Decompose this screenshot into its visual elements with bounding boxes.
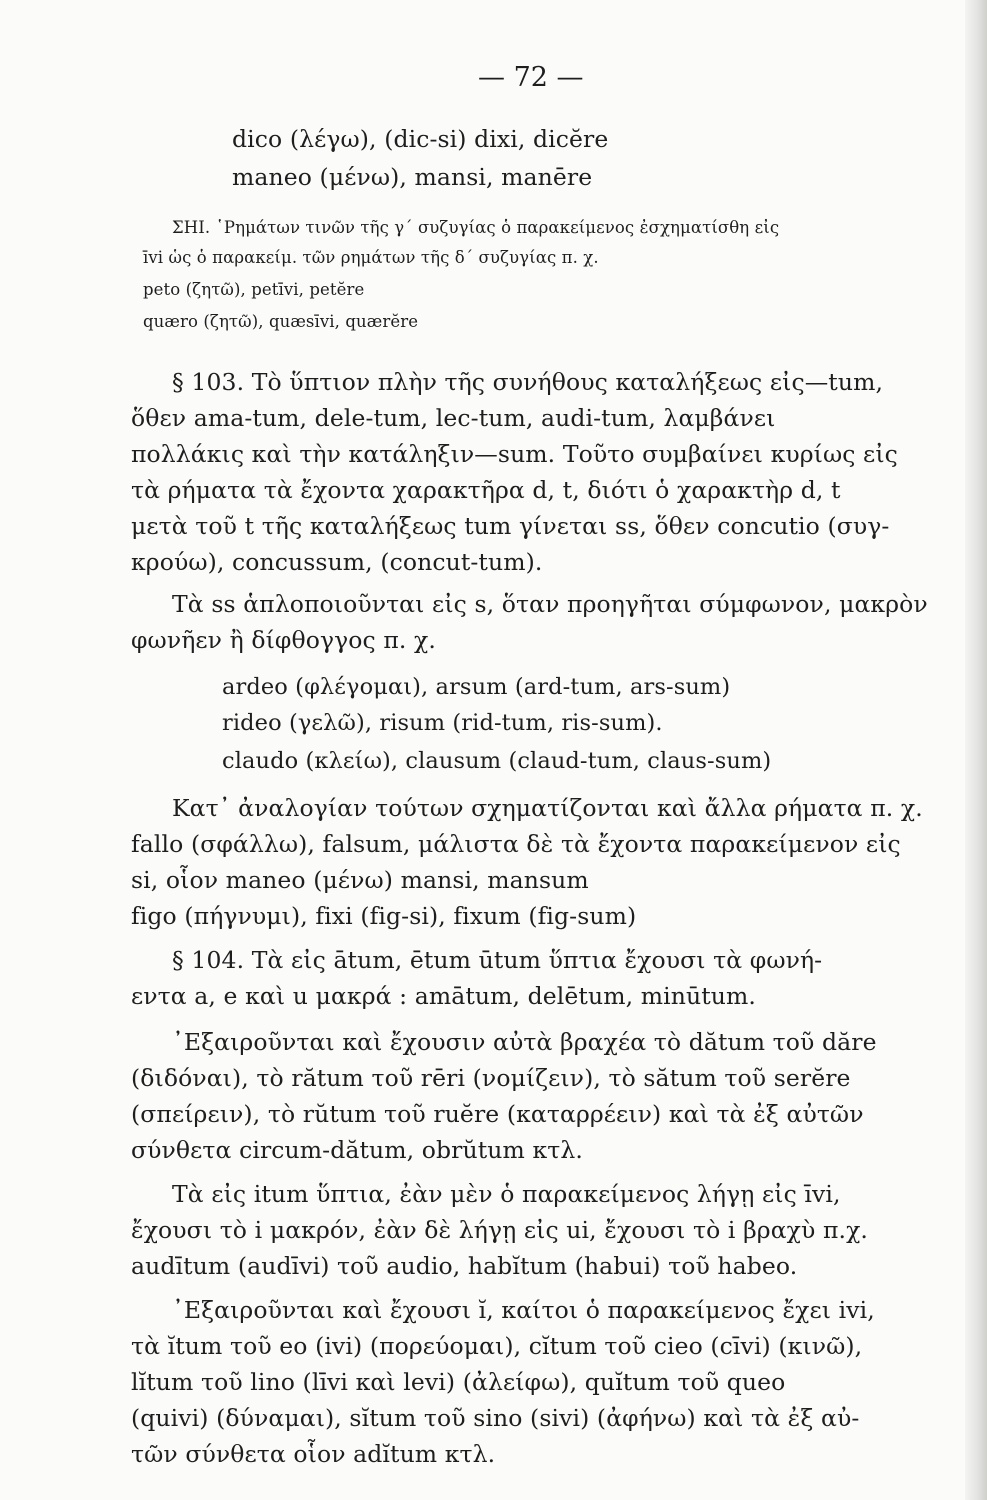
text-line: κρούω), concussum, (concut-tum).	[131, 548, 543, 576]
note-line: quæro (ζητῶ), quæsīvi, quærĕre	[143, 312, 419, 331]
text-line: μετὰ τοῦ t τῆς καταλήξεως tum γίνεται ss, ὅθεν concutio (συγ-	[131, 512, 890, 540]
text-line: τὰ ρήματα τὰ ἔχοντα χαρακτῆρα d, t, διότι ὁ χαρακτὴρ d, t	[131, 476, 841, 504]
text-line: σύνθετα circum-dătum, obrŭtum κτλ.	[131, 1136, 583, 1164]
example-line: dico (λέγω), (dic-si) dixi, dicĕre	[232, 125, 609, 153]
note-line: īvi ὡς ὁ παρακείμ. τῶν ρημάτων τῆς δ΄ συζυγίας π. χ.	[143, 248, 599, 267]
page-edge-shadow	[965, 0, 987, 1500]
note-line: peto (ζητῶ), petīvi, petĕre	[143, 280, 365, 299]
text-line: τῶν σύνθετα οἷον adĭtum κτλ.	[131, 1440, 496, 1468]
example-line: ardeo (φλέγομαι), arsum (ard-tum, ars-sum)	[222, 674, 731, 700]
text-line: Κατ᾿ ἀναλογίαν τούτων σχηματίζονται καὶ ἄλλα ρήματα π. χ.	[172, 794, 923, 822]
text-line: φωνῆεν ἢ δίφθογγος π. χ.	[131, 626, 436, 654]
text-line: ᾿Εξαιροῦνται καὶ ἔχουσιν αὐτὰ βραχέα τὸ dătum τοῦ dăre	[172, 1028, 877, 1056]
text-line: Τὰ ss ἁπλοποιοῦνται εἰς s, ὅταν προηγῆται σύμφωνον, μακρὸν	[172, 590, 928, 618]
page-number: — 72 —	[478, 62, 584, 93]
text-line: si, οἷον maneo (μένω) mansi, mansum	[131, 866, 589, 894]
example-line: rideo (γελῶ), risum (rid-tum, ris-sum).	[222, 710, 663, 736]
text-line: ὅθεν ama-tum, dele-tum, lec-tum, audi-tum, λαμβάνει	[131, 404, 776, 432]
text-line: τὰ ĭtum τοῦ eo (ivi) (πορεύομαι), cĭtum τοῦ cieo (cīvi) (κινῶ),	[131, 1332, 863, 1360]
text-line: (σπείρειν), τὸ rŭtum τοῦ ruĕre (καταρρέειν) καὶ τὰ ἐξ αὐτῶν	[131, 1100, 864, 1128]
text-line: (quivi) (δύναμαι), sĭtum τοῦ sino (sivi) (ἀφήνω) καὶ τὰ ἐξ αὐ-	[131, 1404, 860, 1432]
text-line: fallo (σφάλλω), falsum, μάλιστα δὲ τὰ ἔχοντα παρακείμενον εἰς	[131, 830, 901, 858]
text-line: ἔχουσι τὸ i μακρόν, ἐὰν δὲ λήγῃ εἰς ui, ἔχουσι τὸ i βραχὺ π.χ.	[131, 1216, 868, 1244]
text-line: (διδόναι), τὸ rătum τοῦ rēri (νομίζειν), τὸ sătum τοῦ serĕre	[131, 1064, 851, 1092]
example-line: maneo (μένω), mansi, manēre	[232, 163, 593, 191]
text-line: εντα a, e καὶ u μακρά : amātum, delētum, minūtum.	[131, 982, 756, 1010]
note-line: ΣΗΙ. ῾Ρημάτων τινῶν τῆς γ΄ συζυγίας ὁ παρακείμενος ἐσχηματίσθη εἰς	[172, 218, 780, 237]
text-line: figo (πήγνυμι), fixi (fig-si), fixum (fig-sum)	[131, 902, 637, 930]
text-line: audītum (audīvi) τοῦ audio, habĭtum (habui) τοῦ habeo.	[131, 1252, 798, 1280]
text-line: πολλάκις καὶ τὴν κατάληξιν—sum. Τοῦτο συμβαίνει κυρίως εἰς	[131, 440, 898, 468]
text-line: § 104. Τὰ εἰς ātum, ētum ūtum ὕπτια ἔχουσι τὰ φωνή-	[172, 946, 823, 974]
text-line: Τὰ εἰς itum ὕπτια, ἐὰν μὲν ὁ παρακείμενος λήγῃ εἰς īvi,	[172, 1180, 841, 1208]
example-line: claudo (κλείω), clausum (claud-tum, claus-sum)	[222, 748, 772, 774]
text-line: § 103. Τὸ ὕπτιον πλὴν τῆς συνήθους καταλήξεως εἰς—tum,	[172, 368, 884, 396]
text-line: ᾿Εξαιροῦνται καὶ ἔχουσι ĭ, καίτοι ὁ παρακείμενος ἔχει ivi,	[172, 1296, 875, 1324]
text-line: lĭtum τοῦ lino (līvi καὶ levi) (ἀλείφω), quĭtum τοῦ queo	[131, 1368, 786, 1396]
